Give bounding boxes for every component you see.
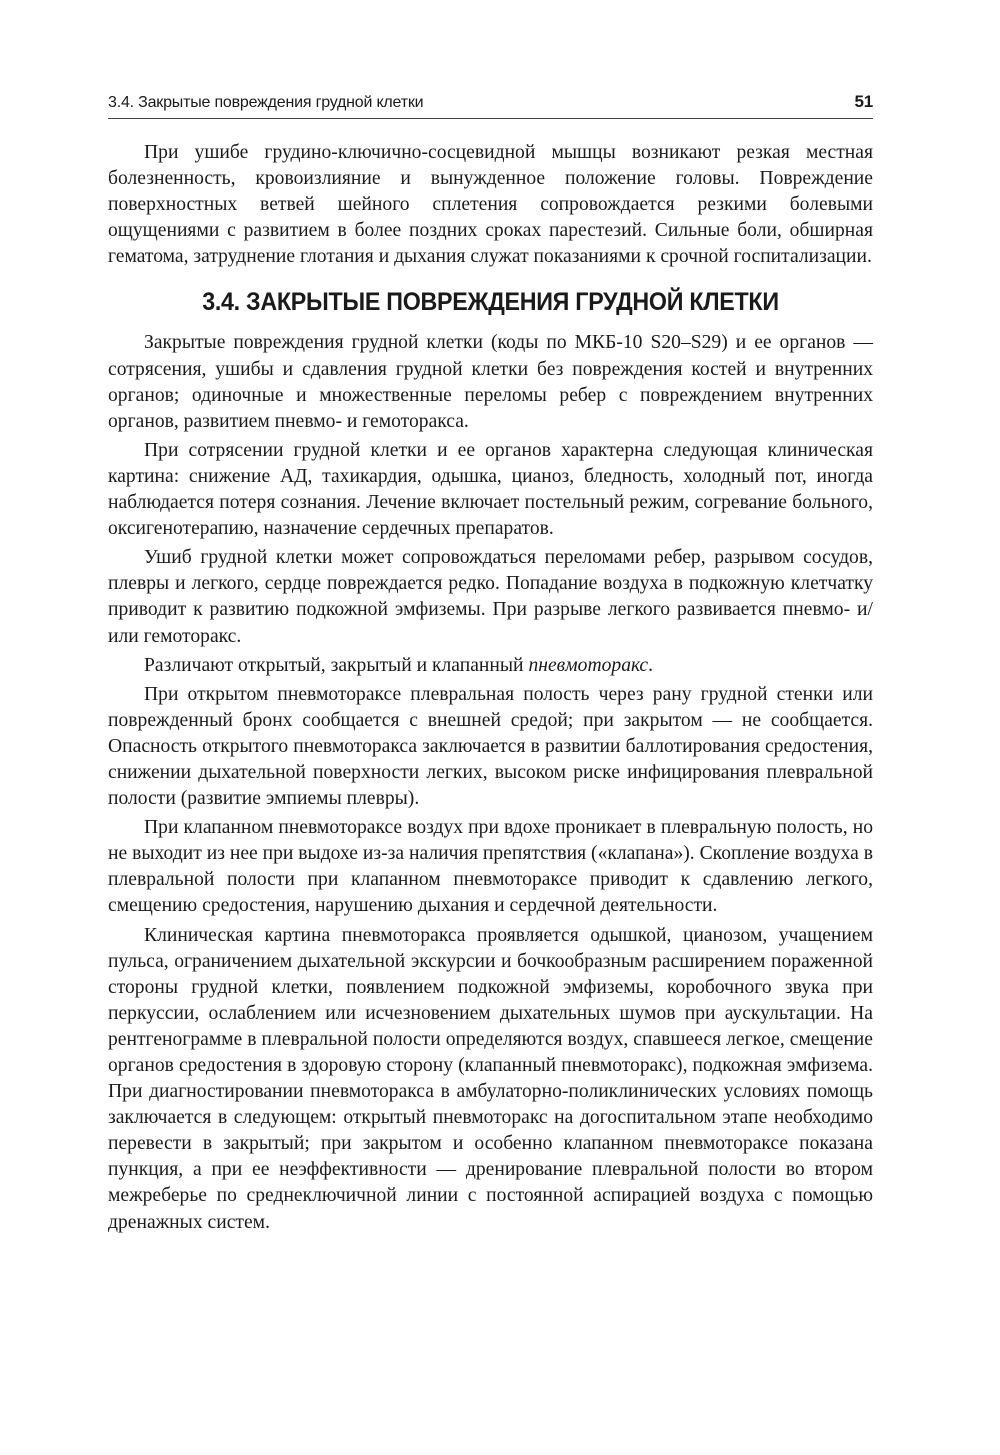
paragraph: При открытом пневмотораксе плевральная полость через рану грудной стенки или поврежденный бронх сообщается с внешней средой; при закрытом — не сообщается. Опасность открытого пневмоторакса заключается в развитии баллотирования средостения, снижении дыхательной поверхности легких, высоком риске инфицирования плевральной полости (развитие эмпиемы плевры).: [108, 683, 873, 810]
intro-paragraph: При ушибе грудино-ключично-сосцевидной мышцы возникают резкая местная болезненность, кровоизлияние и вынужденное положение головы. Повреждение поверхностных ветвей шейного сплетения сопровождается резкими болевыми ощущениями с развитием в более поздних сроках парестезий. Сильные боли, обширная гематома, затруднение глотания и дыхания служат показаниями к срочной госпитализации.: [108, 142, 873, 268]
running-title: 3.4. Закрытые повреждения грудной клетки: [108, 94, 424, 111]
types-end: .: [648, 654, 654, 676]
paragraph: Ушиб грудной клетки может сопровождаться переломами ребер, разрывом сосудов, плевры и легкого, сердце повреждается редко. Попадание воздуха в подкожную клетчатку приводит к развитию подкожной эмфиземы. При разрыве легкого развивается пневмо- и/или гемоторакс.: [108, 547, 873, 647]
paragraph: При клапанном пневмотораксе воздух при вдохе проникает в плевральную полость, но не выходит из нее при выдохе из-за наличия препятствия («клапана»). Скопление воздуха в плевральной полости при клапанном пневмотораксе приводит к сдавлению легкого, смещению средостения, нарушению дыхания и сердечной деятельности.: [108, 817, 873, 917]
page-body: [108, 140, 873, 1236]
section-heading: 3.4. ЗАКРЫТЫЕ ПОВРЕЖДЕНИЯ ГРУДНОЙ КЛЕТКИ: [202, 288, 779, 317]
italic-term: пневмоторакс: [528, 654, 649, 676]
types-lead: Различают открытый, закрытый и клапанный: [144, 654, 529, 676]
page-number: 51: [854, 92, 873, 111]
paragraph: Закрытые повреждения грудной клетки (коды по МКБ-10 S20–S29) и ее органов — сотрясения, ушибы и сдавления грудной клетки без повреждения костей и внутренних органов; одиночные и множественные переломы ребер с повреждением внутренних органов, развитием пневмо- и гемоторакса.: [108, 332, 873, 432]
paragraph: При сотрясении грудной клетки и ее органов характерна следующая клиническая картина: снижение АД, тахикардия, одышка, цианоз, бледность, холодный пот, иногда наблюдается потеря сознания. Лечение включает постельный режим, согревание больного, оксигенотерапию, назначение сердечных препаратов.: [108, 439, 873, 540]
types-paragraph: [108, 653, 873, 679]
paragraph: Клиническая картина пневмоторакса проявляется одышкой, цианозом, учащением пульса, ограничением дыхательной экскурсии и бочкообразным расширением пораженной стороны грудной клетки, появлением подкожной эмфиземы, коробочного звука при перкуссии, ослаблением или исчезновением дыхательных шумов при аускультации. На рентгенограмме в плевральной полости определяются воздух, спавшееся легкое, смещение органов средостения в здоровую сторону (клапанный пневмоторакс), подкожная эмфизема. При диагностировании пневмоторакса в амбулаторно-поликлинических условиях помощь заключается в следующем: открытый пневмоторакс на догоспитальном этапе необходимо перевести в закрытый; при закрытом и особенно клапанном пневмотораксе показана пункция, а при ее неэффективности — дренирование плевральной полости во втором межреберье по среднеключичной линии с постоянной аспирацией воздуха с помощью дренажных систем.: [108, 924, 873, 1233]
running-header: [108, 92, 873, 119]
